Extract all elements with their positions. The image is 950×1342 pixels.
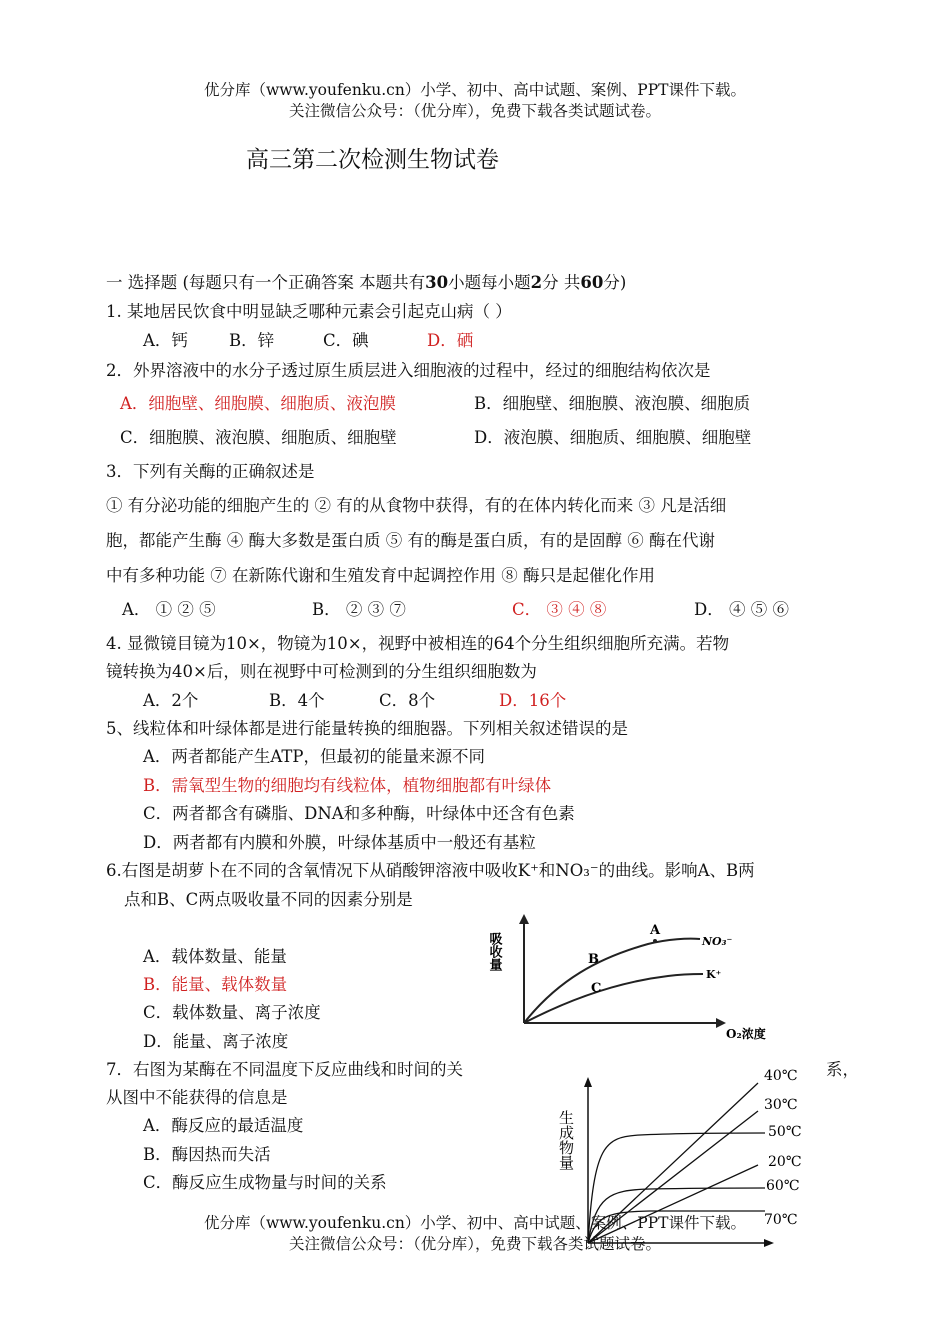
q3-line-2: 胞，都能产生酶 ④ 酶大多数是蛋白质 ⑤ 有的酶是蛋白质，有的是固醇 ⑥ 酶在代谢 [106,531,715,550]
q7-label-70: 70℃ [764,1212,798,1228]
header-line-2: 关注微信公众号：（优分库），免费下载各类试题试卷。 [288,102,661,120]
q4-line-2: 镜转换为40×后，则在视野中可检测到的分生组织细胞数为 [106,662,537,681]
q5-option-d: D．两者都有内膜和外膜，叶绿体基质中一般还有基粒 [143,833,536,852]
q3-option-b: B． ② ③ ⑦ [312,600,406,619]
q6-point-b: B [588,952,599,967]
q6-x-arrow [716,1018,726,1028]
q2-option-d: D．液泡膜、细胞质、细胞膜、细胞壁 [474,428,752,447]
section-total: 60 [580,273,604,292]
q6-option-a: A．载体数量、能量 [143,947,287,966]
q2-option-a: A．细胞壁、细胞膜、细胞质、液泡膜 [120,394,396,413]
footer-line-1: 优分库（www.youfenku.cn）小学、初中、高中试题、案例、PPT课件下载。 [203,1214,747,1232]
section-prefix: 一 选择题 (每题只有一个正确答案 本题共有 [106,273,426,292]
q2-options-row1 [120,390,750,414]
q3-option-d: D． ④ ⑤ ⑥ [694,600,789,619]
footer-line-2: 关注微信公众号：（优分库），免费下载各类试题试卷。 [288,1235,661,1253]
q1-option-b: B．锌 [229,331,275,350]
q1-stem: 1. 某地居民饮食中明显缺乏哪种元素会引起克山病（ ） [106,302,512,321]
q6-line-2: 点和B、C两点吸收量不同的因素分别是 [124,890,413,909]
q3-options [122,596,789,620]
section-points: 2 [530,273,543,292]
q7-option-b: B．酶因热而失活 [143,1145,271,1164]
q7-line-2: 从图中不能获得的信息是 [106,1088,288,1107]
q2-option-b: B．细胞壁、细胞膜、液泡膜、细胞质 [474,394,751,413]
q3-option-c: C． ③ ④ ⑧ [512,600,607,619]
q4-line-1: 4. 显微镜目镜为10×，物镜为10×，视野中被相连的64个分生组织细胞所充满。若物 [106,634,730,653]
q6-point-c: C [591,981,602,996]
q2-stem: 2．外界溶液中的水分子透过原生质层进入细胞液的过程中，经过的细胞结构依次是 [106,361,711,380]
q4-option-d: D．16个 [499,691,567,710]
section-suffix: 分) [603,273,627,292]
q5-stem: 5、线粒体和叶绿体都是进行能量转换的细胞器。下列相关叙述错误的是 [106,719,628,738]
header-line-1: 优分库（www.youfenku.cn）小学、初中、高中试题、案例、PPT课件下载。 [203,81,747,99]
q1-option-c: C．碘 [323,331,369,350]
q5-option-b: B．需氧型生物的细胞均有线粒体，植物细胞都有叶绿体 [143,776,552,795]
q6-point-a-dot [653,939,657,943]
page-title: 高三第二次检测生物试卷 [246,147,499,173]
q4-option-a: A．2个 [143,691,199,710]
q6-option-d: D．能量、离子浓度 [143,1032,289,1051]
q3-line-3: 中有多种功能 ⑦ 在新陈代谢和生殖发育中起调控作用 ⑧ 酶只是起催化作用 [106,566,655,585]
q7-option-a: A．酶反应的最适温度 [143,1116,304,1135]
q3-line-1: ① 有分泌功能的细胞产生的 ② 有的从食物中获得，有的在体内转化而来 ③ 凡是活细 [106,496,727,515]
q7-figure-ylabel: 生成物量 [557,1110,575,1170]
q7-label-40: 40℃ [764,1068,798,1084]
q7-label-30: 30℃ [764,1097,798,1113]
q7-option-c: C．酶反应生成物量与时间的关系 [143,1173,387,1192]
q1-option-a: A．钙 [143,331,188,350]
q6-curve-label-k: K⁺ [706,968,722,981]
q6-figure-ylabel: 吸收量 [486,932,502,971]
q6-curve-label-no3: NO₃⁻ [702,935,733,948]
q6-y-arrow [519,914,529,924]
q1-option-d: D．硒 [427,331,474,350]
q1-options [143,327,473,351]
section-mid2: 分 共 [542,273,581,292]
q6-option-c: C．载体数量、离子浓度 [143,1003,321,1022]
q2-option-c: C．细胞膜、液泡膜、细胞质、细胞壁 [120,428,397,447]
q6-curve-k [524,974,703,1023]
q6-point-a: A [650,923,661,938]
section-mid1: 小题每小题 [448,273,531,292]
q6-option-b: B．能量、载体数量 [143,975,288,994]
q6-figure [488,910,778,1045]
q3-option-a: A． ① ② ⑤ [122,600,216,619]
q4-option-b: B．4个 [269,691,325,710]
q4-option-c: C．8个 [379,691,436,710]
q7-y-arrow [584,1077,592,1087]
q7-label-50: 50℃ [768,1124,802,1140]
q5-option-a: A．两者都能产生ATP，但最初的能量来源不同 [143,747,486,766]
q6-figure-xlabel: O₂浓度 [726,1027,766,1041]
section-count: 30 [425,273,449,292]
q4-options [143,687,566,711]
q5-option-c: C．两者都含有磷脂、DNA和多种酶，叶绿体中还含有色素 [143,804,575,823]
q6-line-1: 6.右图是胡萝卜在不同的含氧情况下从硝酸钾溶液中吸收K⁺和NO₃⁻的曲线。影响A、B两 [106,861,755,880]
q7-stem-b: 系， [826,1060,859,1079]
q3-stem: 3．下列有关酶的正确叙述是 [106,462,315,481]
q7-stem-a: 7．右图为某酶在不同温度下反应曲线和时间的关 [106,1060,463,1079]
q2-options-row2 [120,424,751,448]
section-header [106,269,626,293]
q7-label-60: 60℃ [766,1178,800,1194]
q7-label-20: 20℃ [768,1154,802,1170]
